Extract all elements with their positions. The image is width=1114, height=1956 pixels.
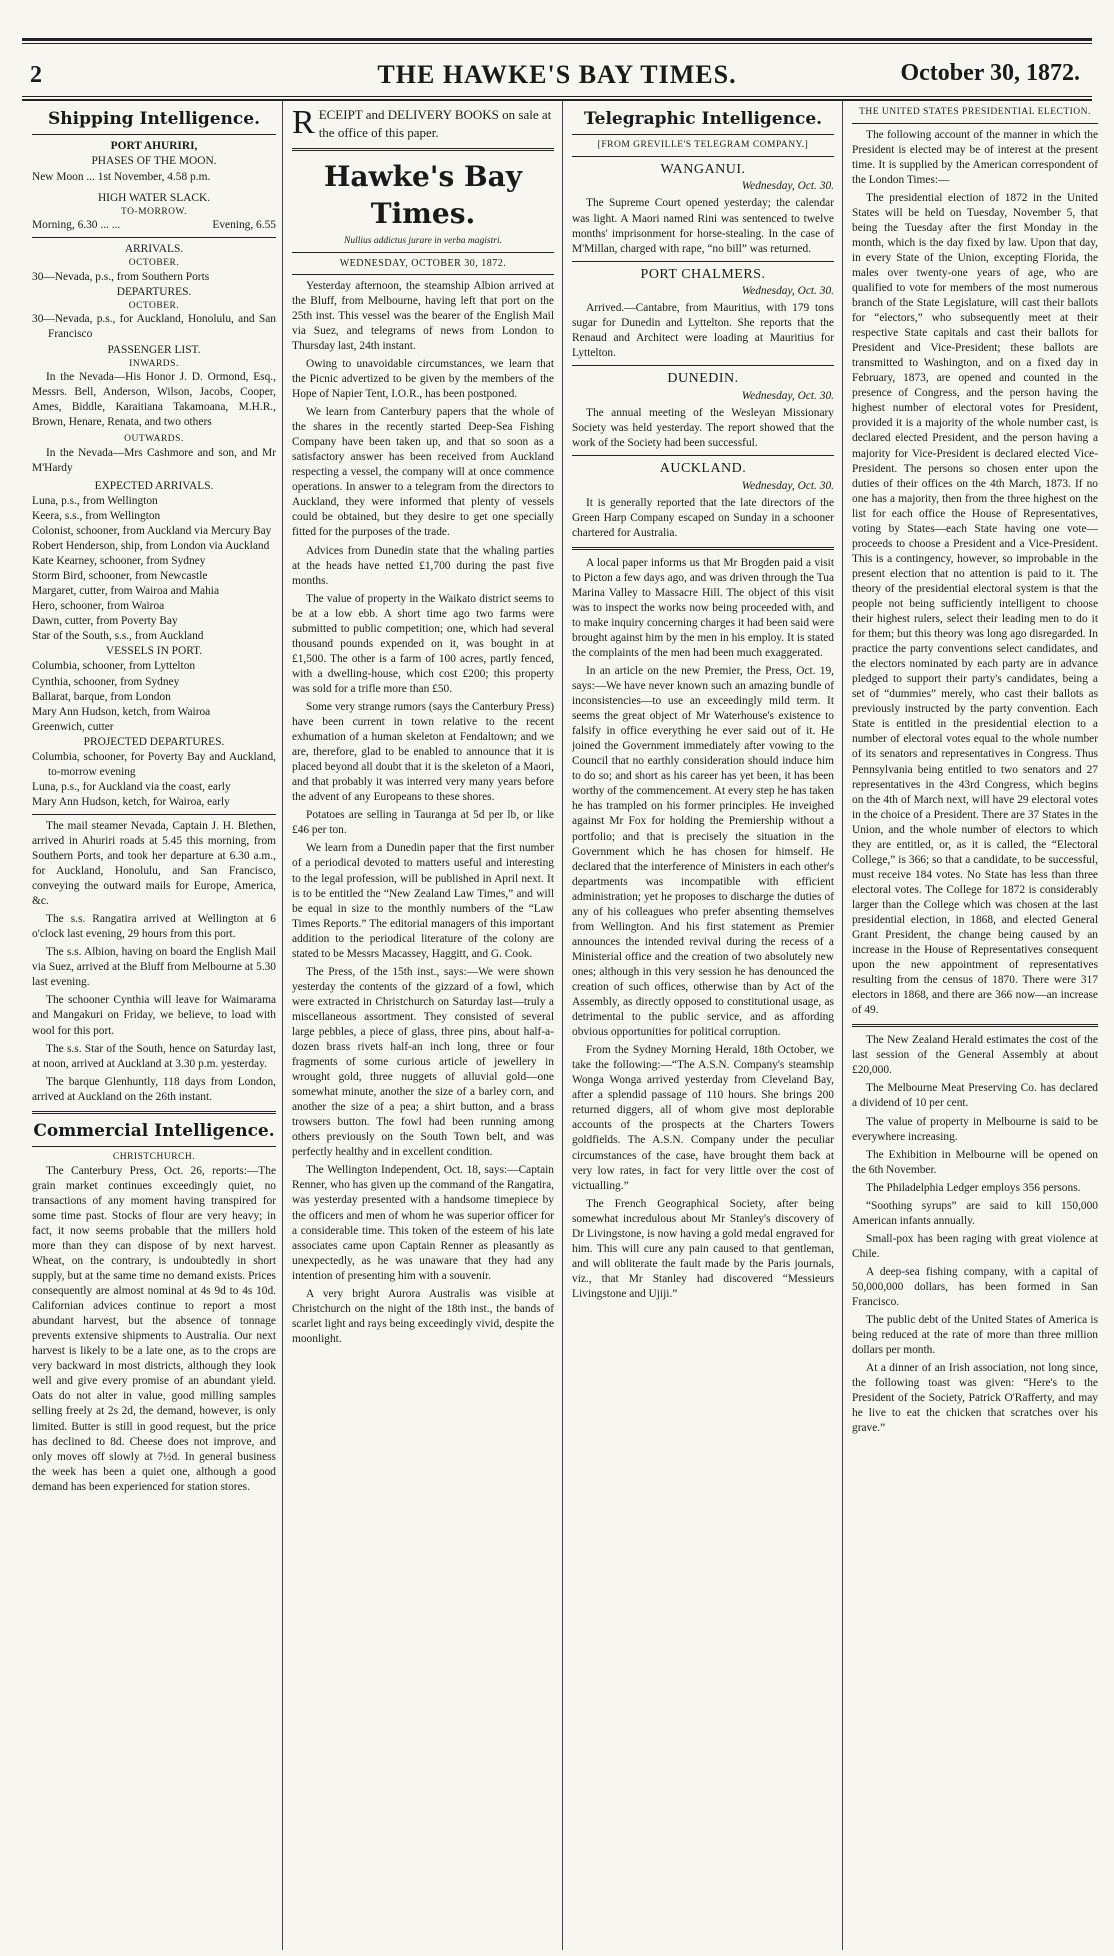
outwards-text: In the Nevada—Mrs Cashmore and son, and Mr M'Hardy [32, 446, 276, 474]
vessel-item: Ballarat, barque, from London [32, 690, 171, 703]
election-paragraph: The presidential election of 1872 in the United States will be held on Tuesday, November 5, that being the Tuesday after the first Monday in the month, which is the day fixed by law. Upon that day, in every State of the Union, excepting Florida, the males over twenty-one years of age, who are qualified to vote for members of the most numerous branch of the State Legislature, will cast their ballots for “electors,” who subsequently meet at their respective State capitals and cast their ballots for President and Vice-President; these ballots are transmitted to Washington, and on a fixed day in February, 1873, are opened and counted in the presence of Congress, and the person having the highest number of electoral votes for President, provided it is a majority of the whole number cast, is declared elected President, and the person having a majority for Vice-President is declared elected Vice-President. The persons so chosen enter upon the duties of their offices on the 4th March, 1873. If no one has a majority, then from the three highest on the list for each office the House of Representatives, voting by States—each State having one vote—proceeds to choose a President and a Vice-President. This is a contingency, however, so improbable in the present election that no attention is paid to it. The theory of the presidential electoral system is that the people not being sufficiently intelligent to choose their highest rulers, select their leading men to do it for them; but this theory was long ago disregarded. In practice the party conventions select candidates, and the electors nominated by each party are in advance pledged to support their party's candidates, being a set of “dummies” merely, who cast their ballots as previously instructed by the party convention. Each State is entitled in the presidential election to a number of electoral votes equal to the whole number of its senators and representatives in Congress. Thus Pennsylvania being entitled to two senators and 27 representatives in the 43rd Congress, which begins on the 4th of March next, will have 29 electoral votes in the choice of a President. There are 37 States in the Union, and the whole number of electors to which they are entitled, or, as it is called, the “Electoral College,” is 366; so that a candidate, to be successful, must receive 184 votes. No State has less than three electoral votes. The College for 1872 is considerably larger than the College which was chosen at the last presidential election, in 1868, and elected General Grant President, the change being caused by an increase in the House of Representatives consequent upon the new appointment of representatives resulting from the census of 1870. There were 317 electors in 1868, and there are 366 now—an increase of 49. [852, 191, 1098, 1017]
news-paragraph: The value of property in the Waikato district seems to be at a low ebb. A short time ago two farms were submitted to public competition; one, which had several thousand pounds expended on it, was bought in at £1,500. The other is a farm of 100 acres, partly fenced, with a dwelling-house, which cost £200; this property was sold for a trifle more than £50. [292, 592, 554, 695]
dispatch-text: The annual meeting of the Wesleyan Missionary Society was held yesterday. The report showed that the work of the Society had been successful. [572, 406, 834, 449]
news-paragraph: From the Sydney Morning Herald, 18th October, we take the following:—“The A.S.N. Company's steamship Wonga Wonga arrived yesterday from Cleveland Bay, after a splendid passage of 110 hours. She brings 200 returned diggers, all of whom give most deplorable accounts of the prospects at the Charters Towers goldfields. The A.S.N. Company under the peculiar circumstances of the case, have brought them back at very low rates, in fact for very little over the cost of victualling.” [572, 1044, 834, 1192]
tide-times [32, 218, 276, 233]
divider [32, 814, 276, 815]
short-paragraph: Small-pox has been raging with great violence at Chile. [852, 1232, 1098, 1260]
divider [572, 156, 834, 157]
dispatch-date: Wednesday, Oct. 30. [741, 479, 834, 492]
short-paragraph: “Soothing syrups” are said to kill 150,000 American infants annually. [852, 1199, 1098, 1227]
news-paragraph: We learn from Canterbury papers that the whole of the shares in the recently started Deep-Sea Fishing Company have been taken up, and that so soon as a satisfactory answer has been received from Auckland respecting a vessel, the company will at once commence operations. In answer to a telegram from the directors to Auckland, they were informed that plenty of vessels could be obtained, but they desire to get one specially fitted for the purposes of the trade. [292, 406, 554, 539]
divider [572, 547, 834, 550]
expected-item: Kate Kearney, schooner, from Sydney [32, 555, 206, 568]
divider [852, 123, 1098, 124]
short-paragraph: At a dinner of an Irish association, not long since, the following toast was given: “Here's to the President of the Society, Patrick O'Rafferty, and may he live to eat the chicken that scratches over his grave.” [852, 1362, 1098, 1435]
arrivals-month: OCTOBER. [128, 258, 180, 269]
telegram-source: [FROM GREVILLE'S TELEGRAM COMPANY.] [597, 140, 809, 151]
shipping-heading: Shipping Intelligence. [48, 109, 260, 129]
short-paragraph: The New Zealand Herald estimates the cost of the last session of the General Assembly at about £20,000. [852, 1034, 1098, 1077]
evening-tide: Evening, 6.55 [212, 219, 276, 232]
expected-item: Margaret, cutter, from Wairoa and Mahia [32, 585, 220, 598]
shipping-paragraph: The s.s. Star of the South, hence on Saturday last, at noon, arrived at Auckland at 3.30 p.m. yesterday. [32, 1042, 276, 1070]
shipping-paragraph: The s.s. Albion, having on board the English Mail via Suez, arrived at the Bluff from Melbourne at 5.30 last evening. [32, 946, 276, 989]
editorial-masthead: Hawke's Bay Times. [323, 160, 523, 231]
news-paragraph: We learn from a Dunedin paper that the first number of a periodical devoted to matters useful and interesting to the legal profession, will be published in April next. It is to be entitled the “New Zealand Law Times,” and will be equal in size to the monthly numbers of the “Law Times Reports.” The editorial managers of this important addition to the periodical literature of the colony are stated to be Messrs Macassey, Haggitt, and G. Cook. [292, 842, 554, 960]
news-paragraph: Owing to unavoidable circumstances, we learn that the Picnic advertized to be given by the members of the Hope of Napier Tent, I.O.R., has been postponed. [292, 357, 554, 401]
news-paragraph: In an article on the new Premier, the Press, Oct. 19, says:—We have never known such an amazing bundle of inconsistencies—to use an exceedingly mild term. It seems the great object of Mr Waterhouse's existence to falsify in office everything he ever said out of it. He joined the Government immediately after vowing to the Council that no earthly consideration should induce him to do so; and short as his career has yet been, it has been worthy of the commencement. At every step he has taken he has trampled on his former principles. He inveighed against Mr Fox for holding the Premiership without a portfolio; and that is precisely the situation in the Government which he has chosen for himself. He declared that the interference of Ministers in each other's departments was incompatible with efficient administration; yet he proposes to discharge the duties of any of his colleagues who prefer absenting themselves from Wellington. And his first statement as Premier announces the intended revival during the recess of a Ministerial office and the creation of two absolutely new ones; although in this very session he has denounced the creation of such offices, otherwise than by Act of the Assembly, as directly opposed to constitutional usage, as detrimental to the public service, and as affording obvious opportunities for political corruption. [572, 665, 834, 1039]
expected-item: Star of the South, s.s., from Auckland [32, 630, 204, 643]
expected-item: Hero, schooner, from Wairoa [32, 600, 165, 613]
departures-heading: DEPARTURES. [116, 285, 192, 298]
morning-tide: Morning, 6.30 ... ... [32, 219, 121, 232]
expected-item: Dawn, cutter, from Poverty Bay [32, 615, 178, 628]
masthead [22, 38, 1092, 108]
column-divider [282, 100, 283, 1950]
short-paragraph: The Philadelphia Ledger employs 356 persons. [866, 1181, 1081, 1194]
projected-item: Columbia, schooner, for Poverty Bay and Auckland, to-morrow evening [32, 750, 276, 778]
short-paragraph: The Melbourne Meat Preserving Co. has declared a dividend of 10 per cent. [852, 1082, 1098, 1110]
dispatch-date: Wednesday, Oct. 30. [741, 389, 834, 402]
news-paragraph: Potatoes are selling in Tauranga at 5d per lb, or like £46 per ton. [292, 809, 554, 837]
column-election [852, 102, 1098, 1950]
expected-item: Robert Henderson, ship, from London via Auckland [32, 540, 270, 553]
outwards-label: OUTWARDS. [124, 434, 184, 445]
drop-cap: R [292, 106, 315, 141]
news-paragraph: The Press, of the 15th inst., says:—We were shown yesterday the contents of the gizzard of a fowl, which were extracted in Christchurch on Saturday last—truly a miscellaneous assortment. They consisted of several large pebbles, a piece of glass, three pins, about half-a-dozen brass rivets half-an inch long, three or four fragments of some curious article of jewellery in wrought gold, three nuggets of alluvial gold—one somewhat minute, another the size of a barley corn, and another the size of a pea; a shirt button, and a brass trowsers button. The fowl had been running among others previously on the South Town belt, and was perfectly healthy and in excellent condition. [292, 965, 554, 1159]
vessel-item: Cynthia, schooner, from Sydney [32, 675, 180, 688]
dispatch-date: Wednesday, Oct. 30. [741, 180, 834, 193]
departures-month: OCTOBER. [128, 300, 180, 311]
divider [292, 252, 554, 253]
divider [572, 455, 834, 456]
moon-line: New Moon ... 1st November, 4.58 p.m. [32, 170, 211, 183]
vessel-item: Mary Ann Hudson, ketch, from Wairoa [32, 705, 211, 718]
news-paragraph: A very bright Aurora Australis was visible at Christchurch on the night of the 18th inst., the bands of scarlet light and rays being exceedingly vivid, despite the moonlight. [292, 1287, 554, 1345]
expected-heading: EXPECTED ARRIVALS. [94, 479, 214, 492]
christchurch-label: CHRISTCHURCH. [112, 1152, 196, 1163]
vessel-item: Columbia, schooner, from Lyttelton [32, 660, 196, 673]
tomorrow-label: TO-MORROW. [121, 206, 187, 217]
divider [32, 134, 276, 135]
dispatch-text: It is generally reported that the late directors of the Green Harp Company escaped on Sunday in a schooner chartered for Australia. [572, 496, 834, 539]
divider [852, 1024, 1098, 1027]
departure-entry: 30—Nevada, p.s., for Auckland, Honolulu, and San Francisco [32, 313, 276, 341]
news-paragraph: The French Geographical Society, after being somewhat incredulous about Mr Stanley's discovery of Dr Livingstone, is now having a gold medal engraved for him. This will cure any pain caused to that gentleman, and will obliterate the fault made by the Paris journals, viz., that Mr Stanley had discovered “Messieurs Livingstone and Ujiji.” [572, 1197, 834, 1300]
column-divider [842, 100, 843, 1950]
moon-heading: PHASES OF THE MOON. [91, 155, 217, 168]
dispatch-text: The Supreme Court opened yesterday; the calendar was light. A Maori named Rini was sentenced to twelve months' imprisonment for horse-stealing. In the case of M'Millan, charged with rape, “no bill” was returned. [572, 197, 834, 255]
dispatch-place: PORT CHALMERS. [640, 266, 766, 282]
dispatch-place: AUCKLAND. [659, 461, 747, 477]
commercial-heading: Commercial Intelligence. [33, 1120, 275, 1141]
dispatch-date: Wednesday, Oct. 30. [741, 285, 834, 298]
inwards-text: In the Nevada—His Honor J. D. Ormond, Esq., Messrs. Bell, Anderson, Wilson, Jacobs, Cooper, Ames, Biddle, Karaitiana Takamoana, M.H.R., Brown, Henare, Renata, and two others [32, 371, 276, 429]
divider [572, 134, 834, 135]
divider [292, 148, 554, 151]
masthead-bottom-rule [22, 96, 1092, 97]
divider [32, 1111, 276, 1114]
expected-item: Colonist, schooner, from Auckland via Mercury Bay [32, 525, 272, 538]
receipt-text: ECEIPT and DELIVERY BOOKS on sale at the office of this paper. [318, 107, 552, 141]
editorial-dateline: WEDNESDAY, OCTOBER 30, 1872. [339, 257, 507, 269]
short-paragraph: The public debt of the United States of America is being reduced at the rate of more than three million dollars per month. [852, 1314, 1098, 1357]
inwards-label: INWARDS. [129, 358, 179, 369]
short-paragraph: The value of property in Melbourne is said to be everywhere increasing. [852, 1115, 1098, 1143]
arrival-entry: 30—Nevada, p.s., from Southern Ports [32, 270, 210, 283]
issue-date: October 30, 1872. [900, 60, 1080, 86]
news-paragraph: The Wellington Independent, Oct. 18, says:—Captain Renner, who has given up the command of the Rangatira, was yesterday presented with a handsome timepiece by the officers and men of whom he was superior officer for a considerable time. This token of the esteem of his late associates came upon Captain Renner as pleasantly as unexpectedly, as he was unaware that they had any intention of presenting him with a souvenir. [292, 1164, 554, 1282]
arrivals-heading: ARRIVALS. [124, 243, 184, 256]
column-editorial [292, 102, 554, 1950]
projected-item: Luna, p.s., for Auckland via the coast, early [32, 780, 231, 793]
masthead-top-rule-thin [22, 43, 1092, 44]
election-heading: THE UNITED STATES PRESIDENTIAL ELECTION. [859, 107, 1091, 117]
shipping-paragraph: The schooner Cynthia will leave for Waimarama and Mangakuri on Friday, we believe, to load with wool for this port. [32, 994, 276, 1037]
water-heading: HIGH WATER SLACK. [97, 191, 211, 204]
dispatch-text: Arrived.—Cantabre, from Mauritius, with 179 tons sugar for Dunedin and Lyttelton. She reports that the Renaud and Architect were loading at Mauritius for Lyttelton. [572, 302, 834, 360]
masthead-top-rule [22, 38, 1092, 41]
column-telegraphic [572, 102, 834, 1950]
projected-heading: PROJECTED DEPARTURES. [83, 735, 225, 748]
column-shipping-commercial [32, 102, 276, 1950]
divider [292, 274, 554, 275]
expected-item: Storm Bird, schooner, from Newcastle [32, 570, 208, 583]
shipping-paragraph: The mail steamer Nevada, Captain J. H. Blethen, arrived in Ahuriri roads at 5.45 this morning, from Southern Ports, and took her departure at 6.30 a.m., for Auckland, Honolulu, and San Francisco, conveying the outward mails for Europe, America, &c. [32, 819, 276, 908]
vessels-heading: VESSELS IN PORT. [105, 645, 203, 658]
expected-item: Luna, p.s., from Wellington [32, 494, 158, 507]
column-divider [562, 100, 563, 1950]
shipping-paragraph: The s.s. Rangatira arrived at Wellington at 6 o'clock last evening, 29 hours from this port. [32, 913, 276, 941]
divider [32, 1146, 276, 1147]
commercial-text: The Canterbury Press, Oct. 26, reports:—The grain market continues exceedingly quiet, no transactions of any moment having transpired for some time past. Stocks of flour are very heavy; in fact, it now seems probable that the millers hold more than they can dispose of by next harvest. Wheat, on the contrary, is undoubtedly in short supply, but at the same time no demand exists. Prices consequently are almost nominal at 4s 9d to 4s 10d. Californian advices continue to report a most abundant harvest, but the absence of tonnage prevents extensive shipments to Australia. Our next harvest is likely to be a late one, as to the crops are very backward in most districts, although they look well and give every promise of an abundant yield. Oats do not alter in value, good milling samples selling freely at 2s 2d, the demand, however, is only limited. Butter is still in good request, but the price has declined to 8d. Cheese does not improve, and only moves off slowly at 7½d. In general business the week has been a quiet one, although a good demand has been experienced for station stores. [32, 1164, 276, 1493]
election-paragraph: The following account of the manner in which the President is elected may be of interest at the present time. It is supplied by the American correspondent of the London Times:— [852, 128, 1098, 186]
dispatch-place: DUNEDIN. [667, 371, 739, 387]
masthead-bottom-rule-thick [22, 99, 1092, 101]
newspaper-title: THE HAWKE'S BAY TIMES. [377, 60, 737, 89]
news-paragraph: A local paper informs us that Mr Brogden paid a visit to Picton a few days ago, and was driven through the Tua Marina Valley to Massacre Hill. The object of this visit was to inspect the works now being proceeded with, and to make inquiry concerning charges it had been said were brought against him by the men in his employ. It is stated the complaints of the men had been much exaggerated. [572, 556, 834, 659]
receipt-advert [292, 106, 554, 142]
dispatch-place: WANGANUI. [660, 161, 746, 177]
news-paragraph: Advices from Dunedin state that the whaling parties at the heads have netted £1,700 during the past five months. [292, 544, 554, 587]
projected-item: Mary Ann Hudson, ketch, for Wairoa, early [32, 795, 230, 808]
news-paragraph: Yesterday afternoon, the steamship Albion arrived at the Bluff, from Melbourne, having left that port on the 25th inst. This vessel was the bearer of the English Mail via Suez, and telegrams of news from London to Thursday last, 24th instant. [292, 279, 554, 352]
news-paragraph: Some very strange rumors (says the Canterbury Press) have been current in town relative to the recent exhumation of a human skeleton at Fendaltown; and we are, therefore, glad to be enabled to announce that it is placed beyond all doubt that it is the skeleton of a Maori, and that probably it was interred very many years before the advent of any Europeans to these shores. [292, 700, 554, 804]
divider [32, 237, 276, 238]
shipping-paragraph: The barque Glenhuntly, 118 days from London, arrived at Auckland on the 26th instant. [32, 1075, 276, 1103]
divider [572, 261, 834, 262]
short-paragraph: The Exhibition in Melbourne will be opened on the 6th November. [852, 1148, 1098, 1176]
page-number: 2 [30, 62, 42, 88]
telegraphic-heading: Telegraphic Intelligence. [583, 109, 823, 129]
port-name: PORT AHURIRI, [110, 140, 198, 153]
expected-item: Keera, s.s., from Wellington [32, 509, 161, 522]
divider [572, 365, 834, 366]
editorial-motto: Nullius addictus jurare in verba magistri. [344, 236, 502, 246]
short-paragraph: A deep-sea fishing company, with a capital of 50,000,000 dollars, has been formed in San Francisco. [852, 1265, 1098, 1309]
passenger-heading: PASSENGER LIST. [107, 343, 201, 356]
vessel-item: Greenwich, cutter [32, 720, 114, 733]
